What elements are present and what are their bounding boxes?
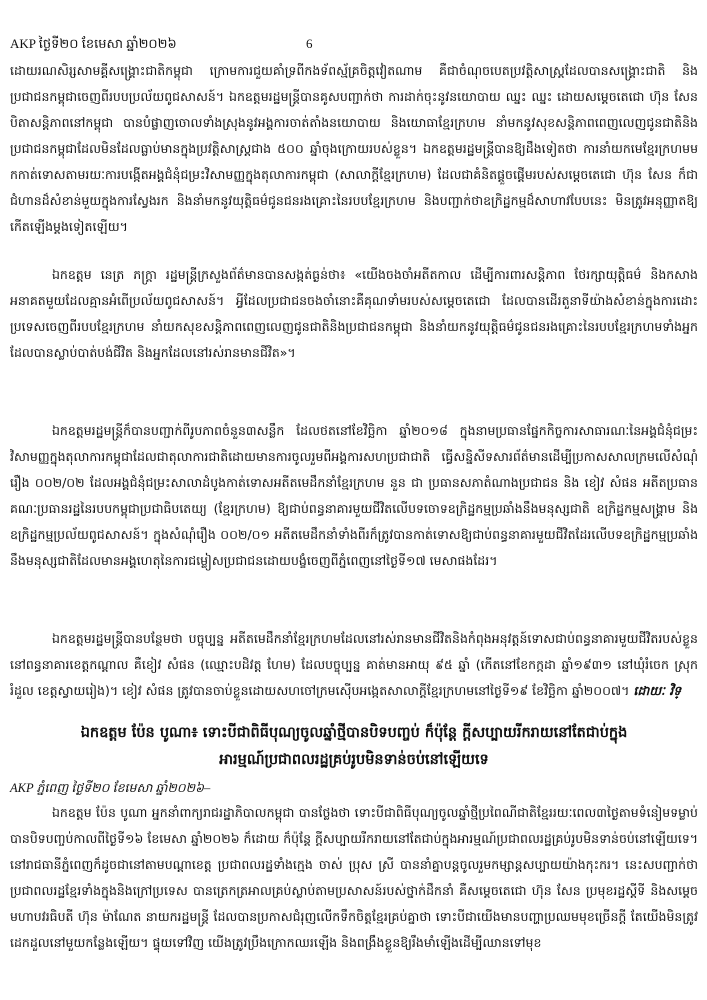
article1-paragraph-4-text: ឯកឧត្តមរដ្ឋមន្ត្រីបានបន្ថែមថា បច្ចុប្បន្ន អតីតមេដឹកនាំខ្មែរក្រហមដែលនៅរស់រានមានជីវិតនិងកំពុងអនុវត្តន៍ទោសជាប់ពន្ធនាគារមួយជីវិតរបស់ខ្លួននៅពន្ធនាគារខេត្តកណ្ដាល គឺខៀវ សំផន (ឈ្មោះបដិវត្ត ហែម) ដែលបច្ចុប្បន្ន គាត់មានអាយុ ៩៥ ឆ្នាំ (កើតនៅខែកក្កដា ឆ្នាំ១៩៣១ នៅឃុំរំចេក ស្រុករំដួល ខេត្តស្វាយរៀង)។ ខៀវ សំផន ត្រូវបានចាប់ខ្លួនដោយសហចៅក្រមស៊ើបអង្កេតសាលាក្ដីខ្មែរក្រហមនៅថ្ងៃទី១៩ ខែវិច្ឆិកា ឆ្នាំ២០០៧។ <box>10 631 698 698</box>
article1-paragraph-3: ឯកឧត្តមរដ្ឋមន្ត្រីក៏បានបញ្ជាក់ពីរូបភាពចំនួន៣សន្លឹក ដែលថតនៅខែវិច្ឆិកា ឆ្នាំ២០១៨ ក្នុងនាមប្រធានផ្នែកកិច្ចការសាធារណៈនៃអង្គជំនុំជម្រះវិសាមញ្ញក្នុងតុលាការកម្ពុជាដែលជាតុលាការជាតិដោយមានការចូលរួមពីអង្គការសហប្រជាជាតិ ធ្វើសន្និសីទសារព័ត៌មានដើម្បីប្រកាសសាលក្រមលើសំណុំរឿង ០០២/០២ ដែលអង្គជំនុំជម្រះសាលាដំបូងកាត់ទោសអតីតមេដឹកនាំខ្មែរក្រហម នួន ជា ប្រធានសភាតំណាងប្រជាជន និង ខៀវ សំផន អតីតប្រធានគណៈប្រធានរដ្ឋនៃរបបកម្ពុជាប្រជាធិបតេយ្យ (ខ្មែរក្រហម) ឱ្យជាប់ពន្ធនាគារមួយជីវិតលើបទចោទឧក្រិដ្ឋកម្មប្រឆាំងនឹងមនុស្សជាតិ ឧក្រិដ្ឋកម្មសង្គ្រាម និងឧក្រិដ្ឋកម្មប្រល័យពូជសាសន៍។ ក្នុងសំណុំរឿង ០០២/០១ អតីតមេដឹកនាំទាំងពីរក៏ត្រូវបានកាត់ទោសឱ្យជាប់ពន្ធនាគារមួយជីវិតដែរលើបទឧក្រិដ្ឋកម្មប្រឆាំងនឹងមនុស្សជាតិដែលមានអង្គហេតុនៃការជម្លៀសប្រជាជនដោយបង្ខំចេញពីភ្នំពេញនៅថ្ងៃទី១៧ មេសាផងដែរ។ <box>10 423 698 568</box>
header-publication-date: AKP ថ្ងៃទី២០ ខែមេសា ឆ្នាំ២០២៦ <box>10 36 177 51</box>
page-header <box>10 36 700 56</box>
article2-headline <box>10 720 698 774</box>
article1-paragraph-4 <box>10 626 698 730</box>
article2-dateline: AKP ភ្នំពេញ ថ្ងៃទី២០ ខែមេសា ឆ្នាំ២០២៦– <box>10 781 211 795</box>
article2-headline-line-1: ឯកឧត្តម ប៉ែន បូណា៖ ទោះបីជាពិធីបុណ្យចូលឆ្នាំថ្មីបានបិទបញ្ចប់ ក៏ប៉ុន្តែ ក្ដីសប្បាយរីករាយនៅតែជាប់ក្នុង <box>80 725 628 741</box>
article1-paragraph-1: ដោយរណសិរ្សសាមគ្គីសង្គ្រោះជាតិកម្ពុជា ក្រោមការជួយគាំទ្រពីកងទ័ពស្ម័គ្រចិត្តវៀតណាម គឺជាចំណុចបេតប្រវត្តិសាស្ត្រដែលបានសង្គ្រោះជាតិ និងប្រជាជនកម្ពុជាចេញពីរបបប្រល័យពូជសាសន៍។ ឯកឧត្តមរដ្ឋមន្ត្រីបានគូសបញ្ជាក់ថា ការដាក់ចុះនូវនយោបាយ ឈ្នះ ឈ្នះ ដោយសម្ដេចតេជោ ហ៊ុន សែន បិតាសន្តិភាពនៅកម្ពុជា បានបំផ្លាញចោលទាំងស្រុងនូវអង្គការចាត់តាំងនយោបាយ និងយោធាខ្មែរក្រហម នាំមកនូវសុខសន្តិភាពពេញលេញជូនជាតិនិងប្រជាជនកម្ពុជាដែលមិនដែលធ្លាប់មានក្នុងប្រវត្តិសាស្ត្រជាង ៥០០ ឆ្នាំចុងក្រោយរបស់ខ្លួន។ ឯកឧត្តមរដ្ឋមន្ត្រីបានឱ្យដឹងទៀតថា ការនាំយកមេខ្មែរក្រហមមកកាត់ទោសតាមរយៈការបង្កើតអង្គជំនុំជម្រះវិសាមញ្ញក្នុងតុលាការកម្ពុជា (សាលាក្ដីខ្មែរក្រហម) ដែលជាគំនិតផ្ដួចផ្ដើមរបស់សម្ដេចតេជោ ហ៊ុន សែន ក៏ជាជំហានដ៏សំខាន់មួយក្នុងការស្វែងរក និងនាំមកនូវយុត្តិធម៌ជូនជនរងគ្រោះនៃរបបខ្មែរក្រហម និងបញ្ជាក់ថាឧក្រិដ្ឋកម្មដ៏សាហាវបែបនេះ មិនត្រូវអនុញ្ញាតឱ្យកើតឡើងម្ដងទៀតឡើយ។ <box>10 63 698 234</box>
page-number: 6 <box>306 36 313 51</box>
article2-paragraph-1: ឯកឧត្តម ប៉ែន បូណា អ្នកនាំពាក្យរាជរដ្ឋាភិបាលកម្ពុជា បានថ្លែងថា ទោះបីជាពិធីបុណ្យចូលឆ្នាំថ្មីប្រពៃណីជាតិខ្មែររយៈពេល៣ថ្ងៃតាមទំនៀមទម្លាប់បានបិទបញ្ចប់កាលពីថ្ងៃទី១៦ ខែមេសា ឆ្នាំ២០២៦ ក៏ដោយ ក៏ប៉ុន្តែ ក្ដីសប្បាយរីករាយនៅតែជាប់ក្នុងអារម្មណ៍ប្រជាពលរដ្ឋគ្រប់រូបមិនទាន់ចប់នៅឡើយទេ។ នៅរាជធានីភ្នំពេញក៏ដូចជានៅតាមបណ្ដាខេត្ត ប្រជាពលរដ្ឋទាំងក្មេង ចាស់ ប្រុស ស្រី បាននាំគ្នាបន្តចូលរួមកម្សាន្តសប្បាយយ៉ាងកុះករ។ នេះសបញ្ជាក់ថា ប្រជាពលរដ្ឋខ្មែរទាំងក្នុងនិងក្រៅប្រទេស បានត្រេកត្រអាលគ្រប់ស្លាប់តាមប្រសាសន៍របស់ថ្នាក់ដឹកនាំ គឺសម្ដេចតេជោ ហ៊ុន សែន ប្រមុខរដ្ឋស្ដីទី និងសម្ដេចមហាបវរធិបតី ហ៊ុន ម៉ាណែត នាយករដ្ឋមន្ត្រី ដែលបានប្រកាសជំរុញលើកទឹកចិត្តខ្មែរគ្រប់គ្នាថា ទោះបីជាយើងមានបញ្ហាប្រឈមមុខច្រើនក្ដី តែយើងមិនត្រូវដេកដួលនៅមួយកន្លែងឡើយ។ ផ្ទុយទៅវិញ យើងត្រូវប្រឹងក្រោកឈរឡើង និងពង្រឹងខ្លួនឱ្យរឹងមាំឡើងដើម្បីឈានទៅមុខ <box>10 805 698 950</box>
article1-paragraph-2: ឯកឧត្តម នេត្រ ភក្ត្រា រដ្ឋមន្ត្រីក្រសួងព័ត៌មានបានសង្កត់ធ្ងន់ថា៖ «យើងចងចាំអតីតកាល ដើម្បីការពារសន្តិភាព ថែរក្សាយុត្តិធម៌ និងកសាងអនាគតមួយដែលគ្មានអំពើប្រល័យពូជសាសន៍។ អ្វីដែលប្រជាជនចងចាំនោះគឺគុណទាំមរបស់សម្ដេចតេជោ ដែលបានដើរតួនាទីយ៉ាងសំខាន់ក្នុងការដោះប្រទេសចេញពីរបបខ្មែរក្រហម នាំយកសុខសន្តិភាពពេញលេញជូនជាតិនិងប្រជាជនកម្ពុជា និងនាំយកនូវយុត្តិធម៌ជូនជនរងគ្រោះនៃរបបខ្មែរក្រហមទាំងអ្នកដែលបានស្លាប់បាត់បង់ជីវិត និងអ្នកដែលនៅរស់រានមានជីវិត»។ <box>10 267 698 360</box>
article1-byline: ដោយៈ វិទ្ <box>633 683 682 698</box>
article2-headline-line-2: អារម្មណ៍ប្រជាពលរដ្ឋគ្រប់រូបមិនទាន់ចប់នៅឡើយទេ <box>219 752 489 768</box>
